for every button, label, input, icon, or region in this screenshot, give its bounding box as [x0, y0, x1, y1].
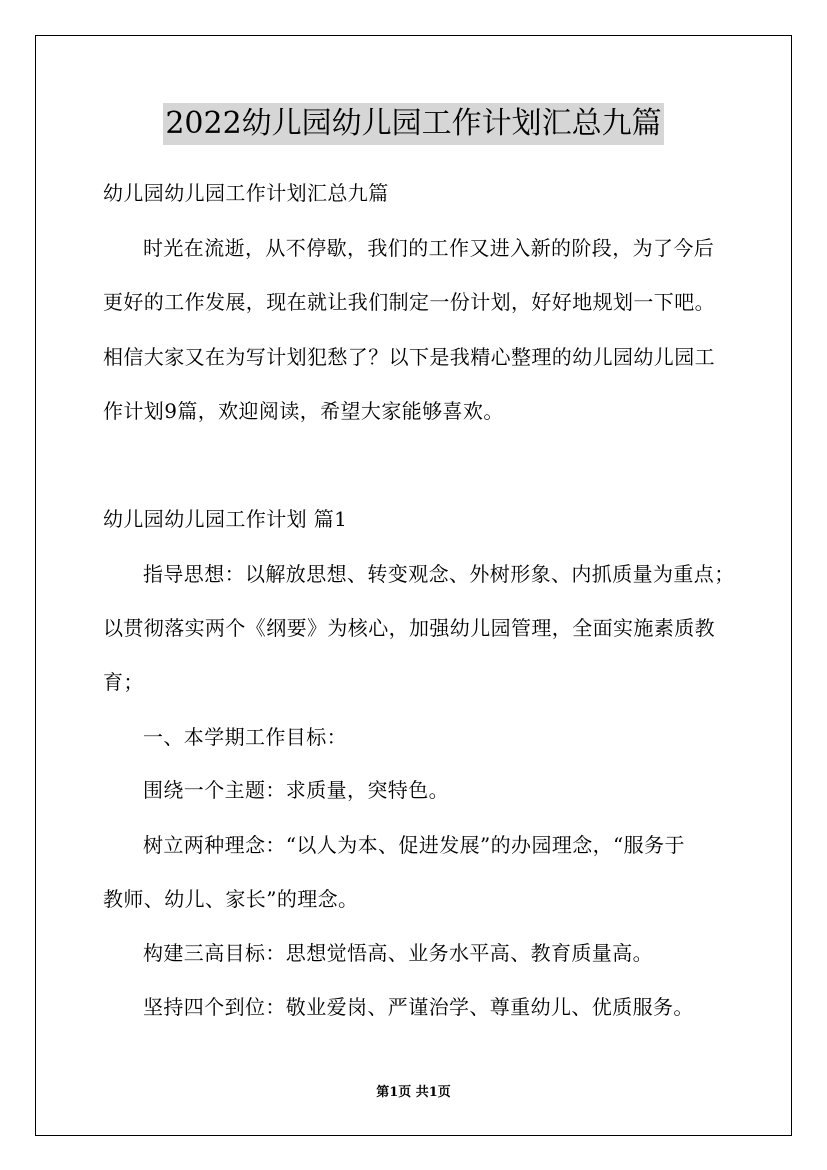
body-line: 坚持四个到位：敬业爱岗、严谨治学、尊重幼儿、优质服务。	[143, 995, 694, 1019]
intro-line: 作计划9篇，欢迎阅读，希望大家能够喜欢。	[103, 399, 504, 423]
body-line: 指导思想：以解放思想、转变观念、外树形象、内抓质量为重点；	[143, 562, 735, 586]
body-line: 树立两种理念：“以人为本、促进发展”的办园理念，“服务于	[143, 833, 685, 857]
intro-line: 更好的工作发展，现在就让我们制定一份计划，好好地规划一下吧。	[103, 290, 715, 314]
body-line: 构建三高目标：思想觉悟高、业务水平高、教育质量高。	[143, 941, 653, 965]
page-footer: 第1页 共1页	[376, 1085, 451, 1100]
body-line: 一、本学期工作目标：	[143, 725, 347, 749]
document-title: 2022幼儿园幼儿园工作计划汇总九篇	[163, 103, 663, 145]
body-line: 教师、幼儿、家长”的理念。	[103, 887, 359, 911]
document-subtitle: 幼儿园幼儿园工作计划汇总九篇	[103, 181, 389, 205]
intro-line: 时光在流逝，从不停歇，我们的工作又进入新的阶段，为了今后	[143, 236, 715, 260]
section-heading: 幼儿园幼儿园工作计划 篇1	[103, 507, 348, 531]
title-container	[0, 103, 827, 145]
body-line: 以贯彻落实两个《纲要》为核心，加强幼儿园管理，全面实施素质教	[103, 616, 715, 640]
intro-line: 相信大家又在为写计划犯愁了？以下是我精心整理的幼儿园幼儿园工	[103, 345, 715, 369]
body-line: 育；	[103, 670, 144, 694]
body-line: 围绕一个主题：求质量，突特色。	[143, 778, 449, 802]
